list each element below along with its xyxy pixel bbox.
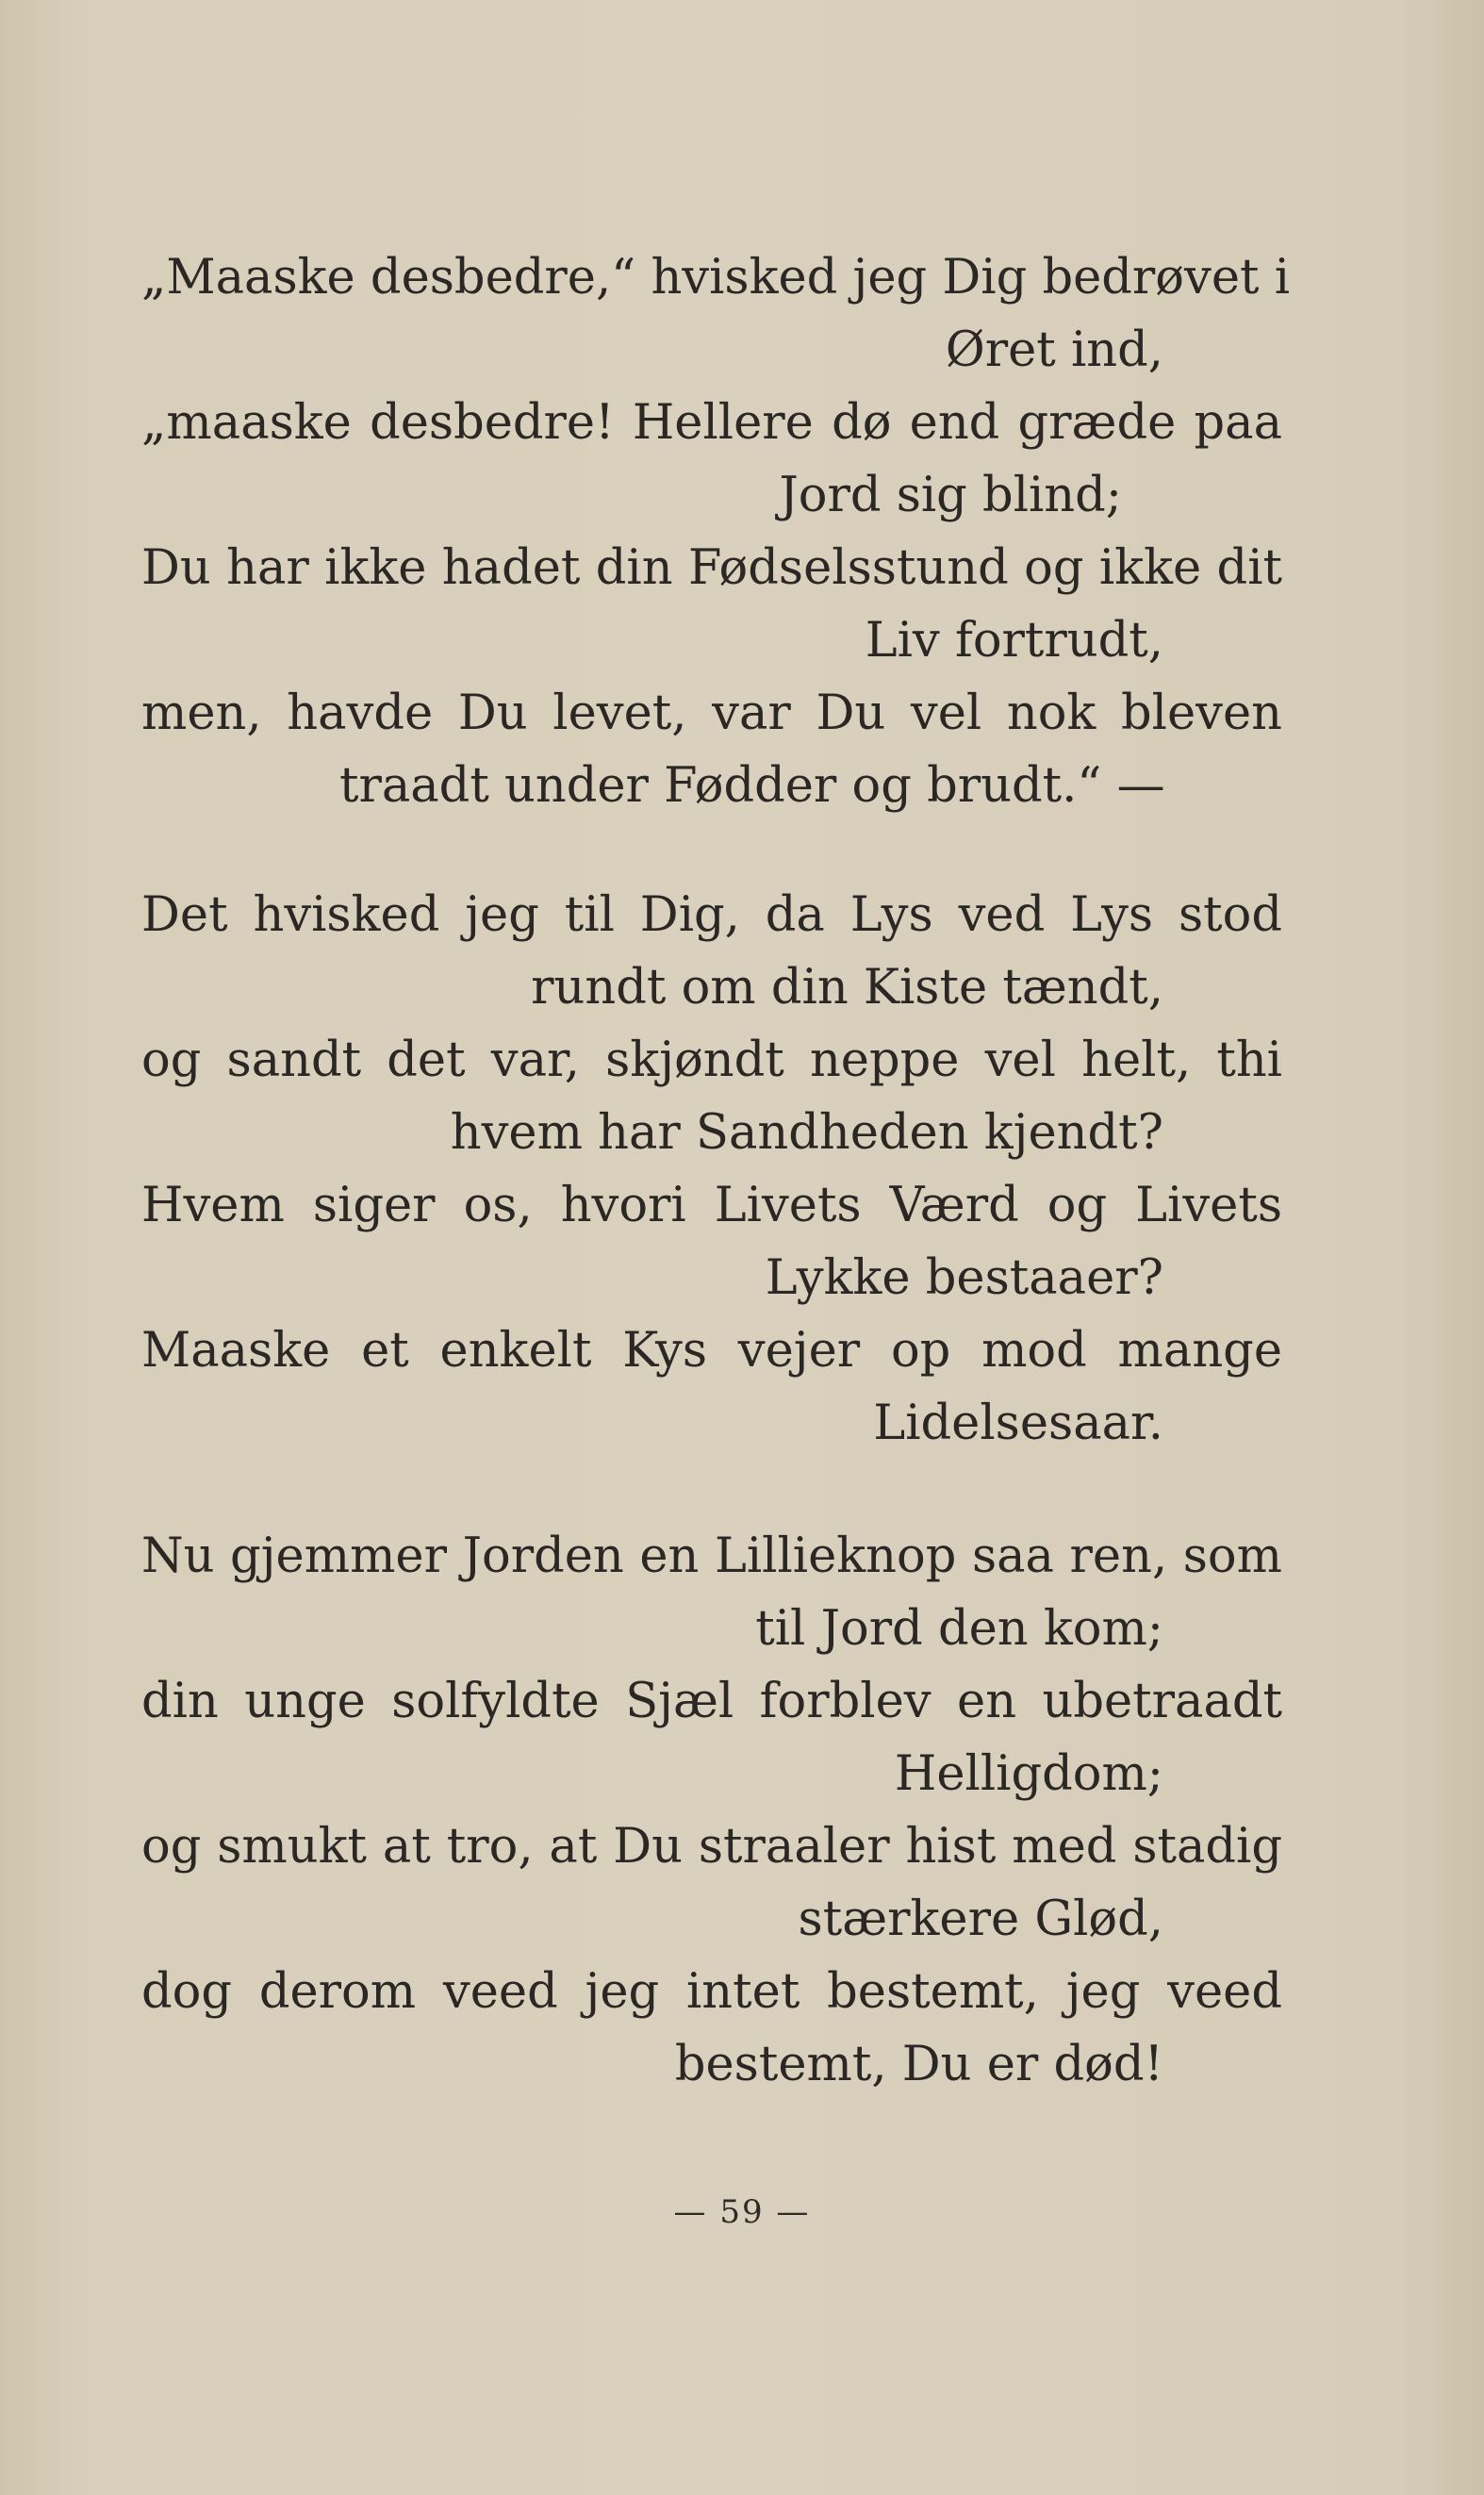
poem-line: dog derom veed jeg intet bestemt, jeg veed	[141, 1964, 1282, 2020]
poem-line: og sandt det var, skjøndt neppe vel helt, thi	[141, 1033, 1282, 1088]
poem-line: men, havde Du levet, var Du vel nok bleven	[141, 686, 1282, 741]
poem-line: til Jord den kom;	[755, 1601, 1163, 1657]
poem-line: traadt under Fødder og brudt.“ —	[339, 758, 1165, 814]
stanza-3	[141, 1520, 1282, 2101]
poem-line: Det hvisked jeg til Dig, da Lys ved Lys stod	[141, 887, 1282, 943]
poem-line: din unge solfyldte Sjæl forblev en ubetraadt	[141, 1674, 1282, 1729]
stanza-1	[141, 241, 1291, 822]
poem-line: „maaske desbedre! Hellere dø end græde paa	[141, 395, 1282, 451]
poem-line: rundt om din Kiste tændt,	[531, 960, 1163, 1016]
poem-line: Du har ikke hadet din Fødselsstund og ikke dit	[141, 540, 1282, 596]
poem-line: og smukt at tro, at Du straaler hist med stadig	[141, 1819, 1282, 1875]
poem-line: Lidelsesaar.	[873, 1396, 1163, 1451]
poem-line: Helligdom;	[894, 1746, 1163, 1802]
poem-line: Hvem siger os, hvori Livets Værd og Livets	[141, 1178, 1282, 1233]
poem-line: Øret ind,	[945, 322, 1163, 378]
poem-line: hvem har Sandheden kjendt?	[450, 1105, 1163, 1161]
poem-line: Jord sig blind;	[779, 468, 1122, 523]
poem-line: „Maaske desbedre,“ hvisked jeg Dig bedrøvet i	[141, 250, 1291, 306]
poem-line: stærkere Glød,	[798, 1892, 1163, 1947]
poem-line: Liv fortrudt,	[865, 613, 1163, 669]
poem-line: Lykke bestaaer?	[765, 1250, 1163, 1306]
poem-line: Maaske et enkelt Kys vejer op mod mange	[141, 1323, 1282, 1379]
stanza-2	[141, 879, 1282, 1460]
poem-line: Nu gjemmer Jorden en Lillieknop saa ren, som	[141, 1528, 1282, 1584]
page-number: — 59 —	[673, 2193, 811, 2231]
poem-line: bestemt, Du er død!	[674, 2037, 1163, 2092]
